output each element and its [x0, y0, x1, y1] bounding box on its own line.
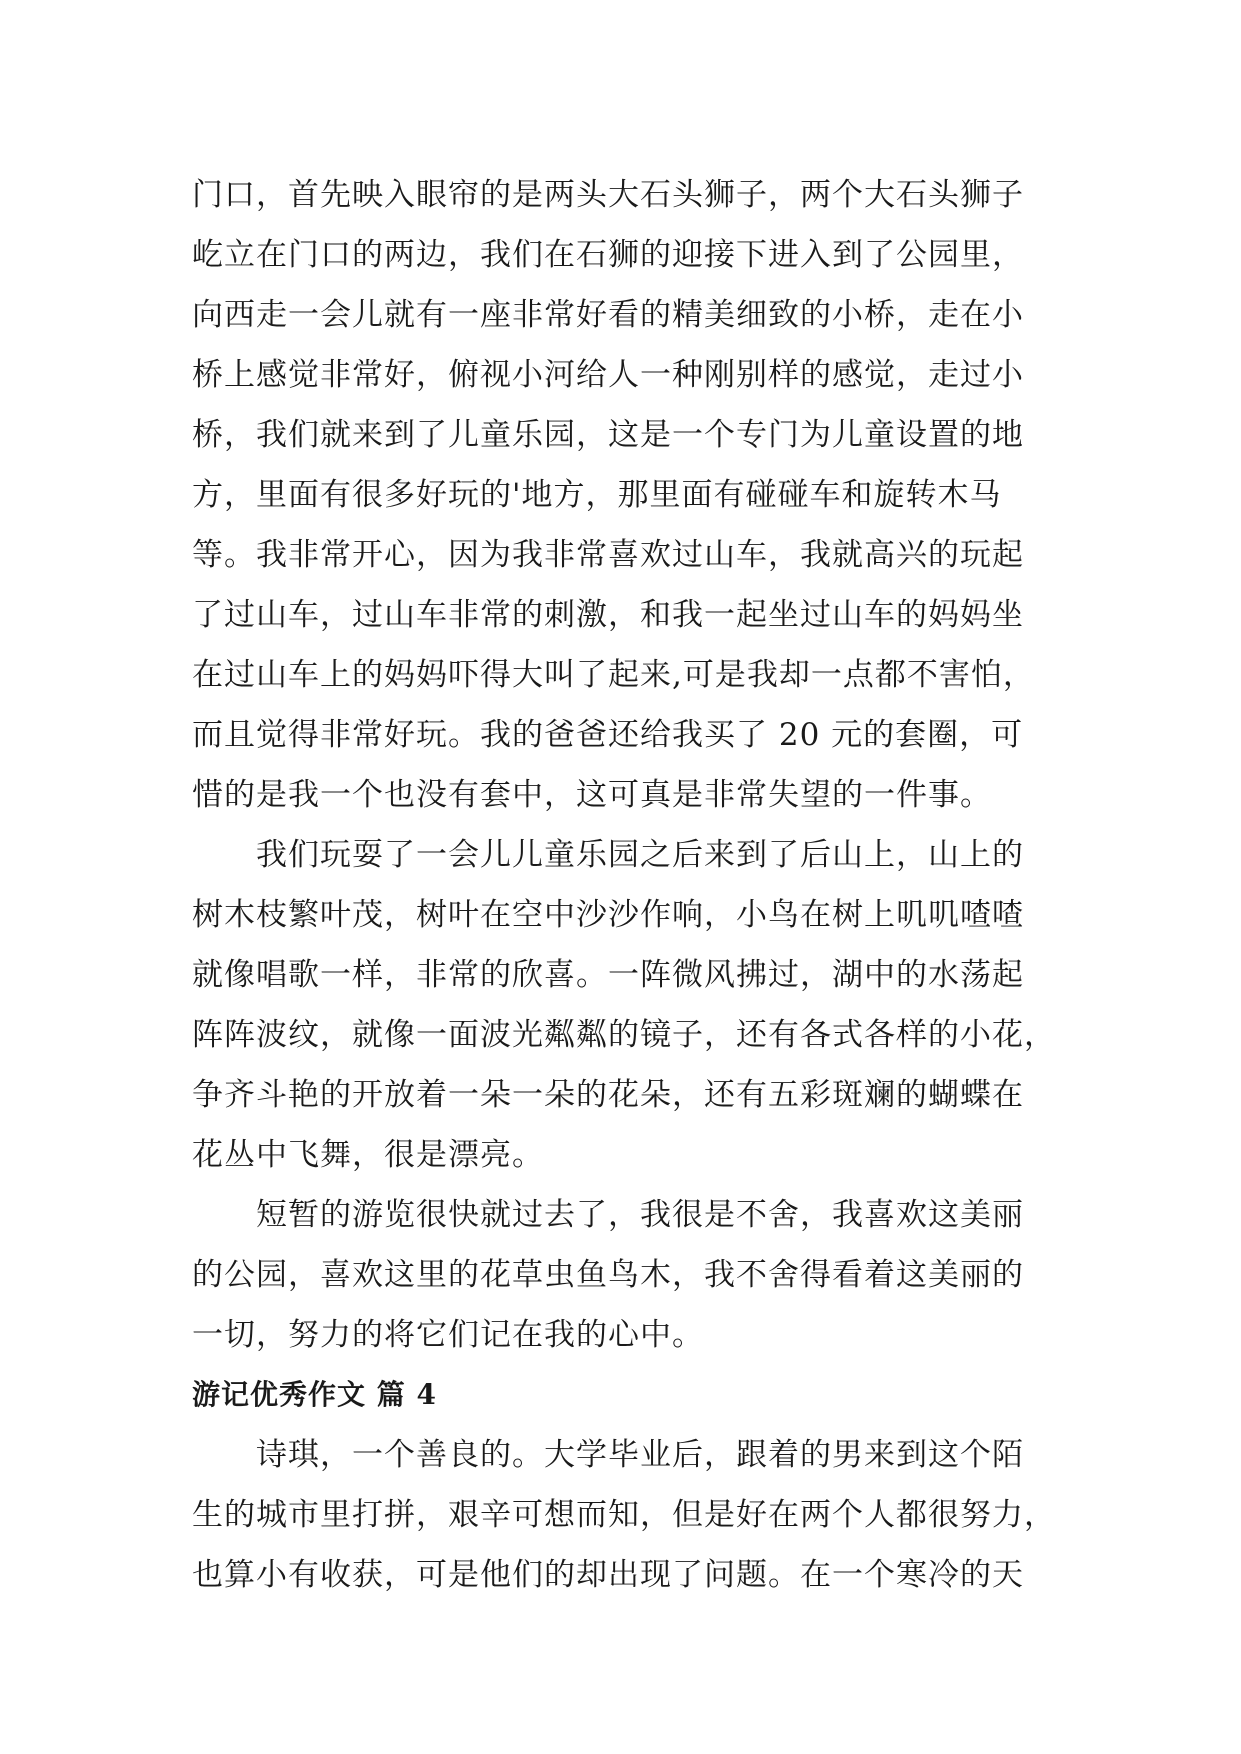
text-line: 短暂的游览很快就过去了，我很是不舍，我喜欢这美丽 [192, 1197, 1024, 1233]
paragraph-park-entrance [192, 165, 1072, 825]
text-line: 在过山车上的妈妈吓得大叫了起来,可是我却一点都不害怕， [192, 657, 1035, 693]
text-line: 也算小有收获，可是他们的却出现了问题。在一个寒冷的天 [192, 1557, 1024, 1593]
paragraph-back-hill [192, 825, 1072, 1185]
text-line: 屹立在门口的两边，我们在石狮的迎接下进入到了公园里， [192, 237, 1024, 273]
text-line: 门口，首先映入眼帘的是两头大石头狮子，两个大石头狮子 [192, 177, 1024, 213]
text-line: 生的城市里打拼，艰辛可想而知，但是好在两个人都很努力， [192, 1497, 1056, 1533]
text-line: 了过山车，过山车非常的刺激，和我一起坐过山车的妈妈坐 [192, 597, 1024, 633]
text-line: 树木枝繁叶茂，树叶在空中沙沙作响，小鸟在树上叽叽喳喳 [192, 897, 1024, 933]
document-body [192, 165, 1072, 1605]
text-line: 等。我非常开心，因为我非常喜欢过山车，我就高兴的玩起 [192, 537, 1024, 573]
text-line: 争齐斗艳的开放着一朵一朵的花朵，还有五彩斑斓的蝴蝶在 [192, 1077, 1024, 1113]
text-line: 的公园，喜欢这里的花草虫鱼鸟木，我不舍得看着这美丽的 [192, 1257, 1024, 1293]
paragraph-shiqi [192, 1425, 1072, 1605]
text-line: 桥，我们就来到了儿童乐园，这是一个专门为儿童设置的地 [192, 417, 1024, 453]
text-line: 就像唱歌一样，非常的欣喜。一阵微风拂过，湖中的水荡起 [192, 957, 1024, 993]
text-line: 惜的是我一个也没有套中，这可真是非常失望的一件事。 [192, 777, 992, 813]
text-line: 诗琪，一个善良的。大学毕业后，跟着的男来到这个陌 [192, 1437, 1024, 1473]
section-heading: 游记优秀作文 篇 4 [192, 1378, 437, 1411]
text-line: 花丛中飞舞，很是漂亮。 [192, 1137, 544, 1173]
text-line: 方，里面有很多好玩的'地方，那里面有碰碰车和旋转木马 [192, 477, 1002, 513]
text-line: 我们玩耍了一会儿儿童乐园之后来到了后山上，山上的 [192, 837, 1024, 873]
text-line: 桥上感觉非常好，俯视小河给人一种刚别样的感觉，走过小 [192, 357, 1024, 393]
text-line: 向西走一会儿就有一座非常好看的精美细致的小桥，走在小 [192, 297, 1024, 333]
text-line: 一切，努力的将它们记在我的心中。 [192, 1317, 704, 1353]
text-line: 而且觉得非常好玩。我的爸爸还给我买了 20 元的套圈，可 [192, 717, 1024, 753]
text-line: 阵阵波纹，就像一面波光粼粼的镜子，还有各式各样的小花， [192, 1017, 1056, 1053]
paragraph-farewell [192, 1185, 1072, 1365]
